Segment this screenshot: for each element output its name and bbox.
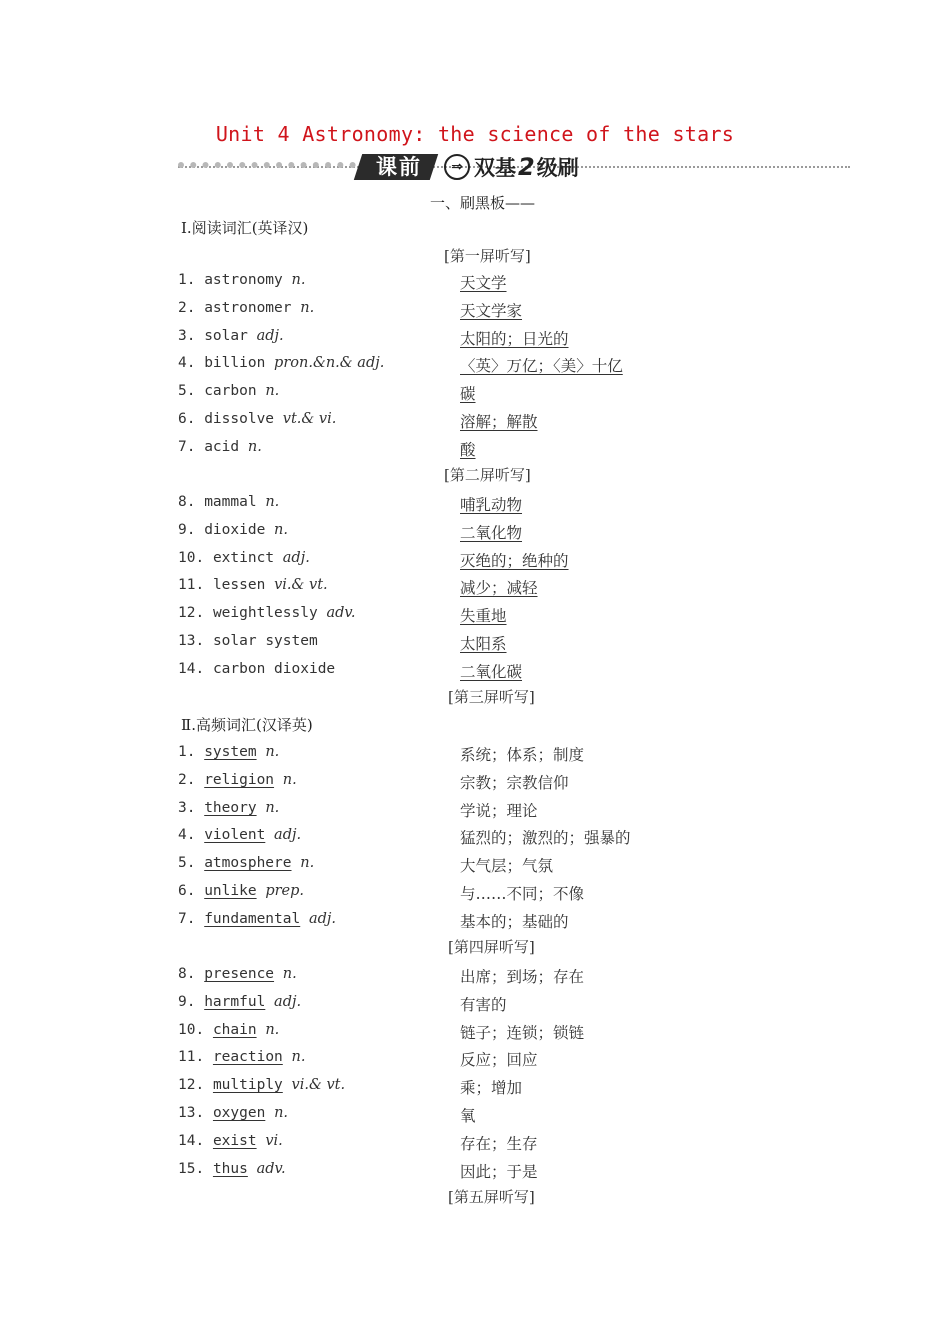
item-number: 14. (178, 660, 205, 677)
chinese-meaning: 太阳系 (460, 635, 507, 653)
english-word: astronomy (204, 272, 283, 288)
item-number: 15. (178, 1160, 205, 1177)
chinese-meaning: 出席；到场；存在 (460, 968, 585, 986)
english-word: solar (204, 327, 248, 344)
list-item (178, 855, 314, 871)
item-number: 4. (178, 827, 196, 844)
item-number: 2. (178, 771, 196, 788)
section1-heading: Ⅰ.阅读词汇(英译汉) (181, 219, 309, 237)
part-of-speech: n. (265, 799, 280, 816)
part-of-speech: n. (291, 272, 306, 288)
part-of-speech: adj. (282, 549, 310, 566)
chinese-meaning: 链子；连锁；锁链 (460, 1023, 585, 1042)
english-word: atmosphere (204, 855, 292, 872)
banner-right-post: 级刷 (536, 156, 579, 180)
screen-label: [第四屏听写] (448, 938, 535, 956)
screen-label: [第二屏听写] (444, 466, 531, 484)
list-item (178, 439, 262, 455)
list-item (178, 994, 301, 1010)
chinese-meaning: 反应；回应 (460, 1051, 538, 1070)
english-word: weightlessly (212, 605, 318, 622)
english-word: harmful (204, 993, 266, 1010)
item-number: 3. (178, 799, 196, 816)
part-of-speech: n. (265, 1021, 280, 1038)
part-of-speech: prep. (265, 883, 305, 899)
page-title: Unit 4 Astronomy: the science of the stars (215, 122, 735, 146)
banner-left-label-box (354, 154, 438, 180)
english-word: dioxide (204, 521, 266, 538)
item-number: 1. (178, 744, 196, 760)
chinese-meaning: 哺乳动物 (460, 496, 523, 514)
chinese-meaning: 与……不同；不像 (460, 885, 585, 903)
list-item (178, 744, 279, 760)
part-of-speech: vi.& vt. (274, 577, 328, 594)
chinese-meaning: 二氧化碳 (460, 662, 523, 681)
section-banner (178, 152, 850, 184)
list-item (178, 328, 284, 344)
list-item (178, 411, 336, 427)
list-item (178, 633, 318, 649)
item-number: 1. (178, 272, 196, 288)
part-of-speech: adj. (256, 327, 284, 344)
item-number: 10. (178, 549, 205, 566)
item-number: 13. (178, 1105, 205, 1121)
banner-left-label: 课前 (376, 155, 422, 179)
arrow-right-icon: ⇒ (444, 154, 470, 180)
english-word: religion (204, 771, 275, 788)
english-word: violent (204, 827, 266, 844)
list-item (178, 1022, 279, 1038)
screen-label: [第三屏听写] (448, 688, 535, 706)
list-item (178, 772, 297, 788)
item-number: 13. (178, 633, 205, 649)
english-word: multiply (212, 1077, 283, 1094)
item-number: 5. (178, 383, 196, 400)
screen-label: [第一屏听写] (444, 247, 531, 265)
chinese-meaning: 灭绝的；绝种的 (460, 551, 569, 570)
item-number: 10. (178, 1021, 205, 1038)
chinese-meaning: 溶解；解散 (460, 413, 538, 431)
english-word: thus (212, 1160, 248, 1177)
item-number: 14. (178, 1132, 205, 1149)
list-item (178, 1133, 283, 1149)
item-number: 5. (178, 855, 196, 872)
english-word: astronomer (204, 299, 292, 316)
item-number: 6. (178, 883, 196, 899)
part-of-speech: n. (265, 383, 280, 400)
part-of-speech: pron.&n.& adj. (274, 355, 385, 372)
english-word: extinct (212, 549, 275, 566)
banner-right-num: 2 (518, 153, 535, 181)
chinese-meaning: 碳 (460, 385, 476, 404)
list-item (178, 1049, 305, 1065)
banner-right-pre: 双基 (474, 156, 516, 180)
item-number: 9. (178, 521, 196, 538)
english-word: carbon (204, 383, 257, 400)
list-item (178, 577, 328, 593)
part-of-speech: n. (274, 1105, 289, 1121)
chinese-meaning: 减少；减轻 (460, 579, 538, 598)
chinese-meaning: 乘；增加 (460, 1079, 523, 1098)
chinese-meaning: 因此；于是 (460, 1162, 538, 1181)
part-of-speech: adv. (256, 1160, 286, 1177)
english-word: reaction (212, 1049, 283, 1066)
item-number: 11. (178, 577, 205, 594)
item-number: 7. (178, 910, 196, 927)
english-word: lessen (212, 577, 266, 594)
english-word: carbon dioxide (212, 660, 336, 677)
chinese-meaning: 宗教；宗教信仰 (460, 773, 569, 792)
item-number: 8. (178, 494, 196, 510)
english-word: mammal (204, 494, 257, 510)
english-word: acid (204, 438, 240, 455)
english-word: theory (204, 799, 257, 816)
part-of-speech: n. (265, 744, 280, 760)
list-item (178, 383, 279, 399)
list-item (178, 661, 335, 677)
banner-badge (358, 152, 579, 182)
chinese-meaning: 有害的 (460, 995, 507, 1014)
chinese-meaning: 猛烈的；激烈的；强暴的 (460, 829, 631, 848)
list-item (178, 522, 288, 538)
list-item (178, 550, 310, 566)
chinese-meaning: 二氧化物 (460, 523, 523, 542)
chinese-meaning: 氧 (460, 1107, 476, 1125)
english-word: system (204, 744, 257, 760)
list-item (178, 1105, 288, 1121)
chinese-meaning: 学说；理论 (460, 801, 538, 820)
chinese-meaning: 失重地 (460, 607, 507, 626)
list-item (178, 1161, 286, 1177)
item-number: 3. (178, 327, 196, 344)
part-of-speech: adj. (274, 993, 302, 1010)
english-word: chain (212, 1021, 257, 1038)
banner-dotted-band (178, 162, 368, 168)
item-number: 12. (178, 605, 205, 622)
part-of-speech: n. (300, 299, 315, 316)
english-word: presence (204, 966, 275, 982)
english-word: oxygen (212, 1105, 266, 1121)
english-word: solar system (212, 633, 318, 649)
list-item (178, 1077, 345, 1093)
english-word: exist (212, 1132, 257, 1149)
chinese-meaning: 存在；生存 (460, 1134, 538, 1153)
item-number: 8. (178, 966, 196, 982)
part-of-speech: n. (300, 855, 315, 872)
item-number: 7. (178, 438, 196, 455)
part-of-speech: n. (247, 438, 262, 455)
screen-label: [第五屏听写] (448, 1188, 535, 1206)
list-item (178, 911, 336, 927)
item-number: 11. (178, 1049, 205, 1066)
part-of-speech: n. (282, 966, 297, 982)
english-word: billion (204, 355, 266, 372)
chinese-meaning: 大气层；气氛 (460, 857, 554, 876)
item-number: 12. (178, 1077, 205, 1094)
english-word: unlike (204, 883, 257, 899)
part-of-speech: adv. (326, 605, 356, 622)
list-item (178, 605, 355, 621)
chinese-meaning: 基本的；基础的 (460, 912, 569, 931)
item-number: 9. (178, 993, 196, 1010)
list-item (178, 272, 305, 288)
chinese-meaning: 〈英〉万亿；〈美〉十亿 (460, 357, 623, 376)
chinese-meaning: 酸 (460, 440, 476, 459)
item-number: 2. (178, 299, 196, 316)
list-item (178, 300, 314, 316)
subheading: 一、刷黑板—— (430, 194, 536, 212)
part-of-speech: n. (274, 521, 288, 538)
chinese-meaning: 天文学家 (460, 301, 523, 320)
list-item (178, 827, 301, 843)
chinese-meaning: 太阳的；日光的 (460, 329, 569, 348)
chinese-meaning: 天文学 (460, 274, 507, 292)
list-item (178, 494, 279, 510)
chinese-meaning: 系统；体系；制度 (460, 746, 585, 764)
part-of-speech: n. (291, 1049, 306, 1066)
item-number: 4. (178, 355, 196, 372)
part-of-speech: adj. (308, 910, 337, 927)
list-item (178, 355, 384, 371)
section2-heading: Ⅱ.高频词汇(汉译英) (181, 716, 313, 734)
part-of-speech: adj. (274, 827, 302, 844)
part-of-speech: vi. (265, 1132, 283, 1149)
part-of-speech: n. (282, 771, 297, 788)
part-of-speech: vi.& vt. (291, 1077, 346, 1094)
item-number: 6. (178, 411, 196, 427)
english-word: dissolve (204, 411, 275, 427)
part-of-speech: vt.& vi. (282, 411, 337, 427)
english-word: fundamental (204, 910, 301, 927)
list-item (178, 966, 297, 982)
part-of-speech: n. (265, 494, 280, 510)
list-item (178, 800, 279, 816)
list-item (178, 883, 304, 899)
